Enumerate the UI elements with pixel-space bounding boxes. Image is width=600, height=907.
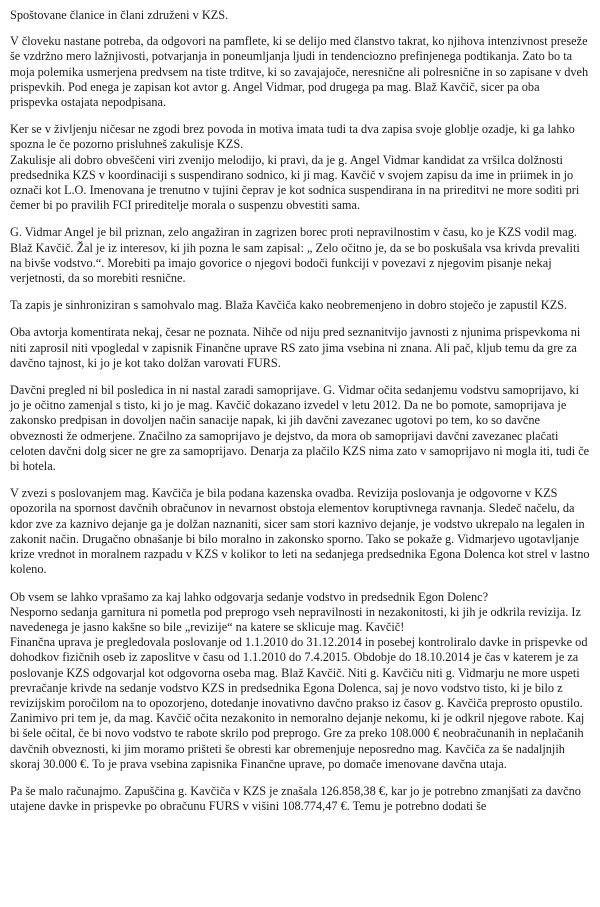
letter-greeting: Spoštovane članice in člani združeni v KZS. bbox=[10, 8, 229, 22]
paragraph-criminal-complaint: V zvezi s poslovanjem mag. Kavčiča je bila podana kazenska ovadba. Revizija poslovanja je odgovorne v KZS opozorila na spornost davčnih obračunov in nevarnost obstoja elementov koruptivnega ravnanja. Sledeč načelu, da kdor zve za kaznivo dejanje ga je dolžan naznaniti, sicer sam stori kaznivo dejanje, je vodstvo ukrepalo na legalen in zakonit način. Drugačno obnašanje bi bilo moralno in zakonsko sporno. Tako se pokaže g. Vidmarjevo ugotavljanje krize vrednot in moralnem razpadu v KZS v kolikor to leti na sedanjega predsednika Egona Dolenca kot strel v lastno koleno. bbox=[10, 486, 590, 577]
paragraph-rumours: Zakulisje ali dobro obveščeni viri zvenijo melodijo, ki pravi, da je g. Angel Vidmar kandidat za vršilca dolžnosti predsednika KZS v koordinaciji s suspendirano sodnico, ki ji mag. Kavčič v svojem zapisu da ime in priimek in jo označi kot L.O. Imenovana je trenutno v tujini čeprav je kot sodnica suspendirana in na prireditvi ne more soditi pri čemer bi po pravilih FCI prireditelje morala o suspenzu obvestiti sama. bbox=[10, 152, 580, 213]
paragraph-financial-audit: Finančna uprava je pregledovala poslovanje od 1.1.2010 do 31.12.2014 in posebej kontroliralo davke in prispevke od dohodkov fizičnih oseb iz zaposlitve v času od 1.1.2010 do 7.4.2015. Obdobje do 18.10.2014 je čas v katerem je za poslovanje KZS odgovarjal kot odgovorna oseba mag. Blaž Kavčič. Niti g. Kavčiču niti g. Vidmarju ne more uspeti prevračanje krivde na sedanje vodstvo KZS in predsednika Egona Dolenca, saj je novo vodstvo tisto, ki je bilo z revizijskim poročilom na to opozorjeno, dotedanje inovativno davčno prakso iz časov g. Kavčiča preprosto opustilo. Zanimivo pri tem je, da mag. Kavčič očita nezakonito in nemoralno dejanje nekomu, ki je odkril njegove rabote. Kaj bi šele očital, če bi novo vodstvo te rabote skrilo pod preprogo. Gre za preko 108.000 € neobračunanih in neplačanih davčnih obveznosti, ki jim moramo prišteti še obresti kar obremenjuje neposredno mag. Kavčiča za še nadaljnjih skoraj 30.000 €. To je prava vsebina zapisnika Finančne uprave, po domače imenovane davčna utaja. bbox=[10, 635, 588, 771]
paragraph-intro: V človeku nastane potreba, da odgovori na pamflete, ki se delijo med članstvo takrat, ko njihova intenzivnost preseže še vzdržno mero lažnjivosti, potvarjanja in poneumljanja ljudi in tendenciozno prefinjenega podtikanja. Zato bo ta moja polemika usmerjena predvsem na tiste trditve, ki so zavajajoče, neresnične ali polresnične in so zapisane v dveh prispevkih. Pod enega je zapisan kot avtor g. Angel Vidmar, pod drugega pa mag. Blaž Kavčič, sicer pa oba prispevka ostajata nepodpisana. bbox=[10, 34, 589, 110]
paragraph-tax-review: Davčni pregled ni bil posledica in ni nastal zaradi samoprijave. G. Vidmar očita sedanjemu vodstvu samoprijavo, ki jo je očitno zamenjal s tisto, ki jo je mag. Kavčič dokazano izvedel v letu 2012. Da ne bo pomote, samoprijava je zakonsko predpisan in dovoljen način sanacije napak, ki jih davčni zavezanec ugotovi po tem, ko so davčne obveznosti že odmerjene. Značilno za samoprijavo je dejstvo, da mora ob samoprijavi davčni zavezanec plačati celoten davčni dolg sicer ne gre za samoprijavo. Denarja za plačilo KZS nima zato v samoprijavo ni mogla iti, tudi če bi hotela. bbox=[10, 383, 590, 474]
paragraph-vidmar: G. Vidmar Angel je bil priznan, zelo angažiran in zagrizen borec proti nepravilnostim v času, ko je KZS vodil mag. Blaž Kavčič. Žal je iz interesov, ki jih pozna le sam zapisal: „ Zelo očitno je, da se bo poskušala vsa krivda prevaliti na bivše vodstvo.“. Morebiti pa imajo govorice o njegovi bodoči funkciji v povezavi z njegovim pisanje nekaj verjetnosti, da so morebiti resnične. bbox=[10, 225, 580, 286]
paragraph-sync: Ta zapis je sinhroniziran s samohvalo mag. Blaža Kavčiča kako neobremenjeno in dobro stoječo je zapustil KZS. bbox=[10, 298, 568, 313]
paragraph-background: Ker se v življenju ničesar ne zgodi brez povoda in motiva imata tudi ta dva zapisa svoje globlje ozadje, ki ga lahko spozna le če pozorno prisluhneš zakulisje KZS. bbox=[10, 122, 575, 152]
paragraph-authors: Oba avtorja komentirata nekaj, česar ne poznata. Nihče od niju pred seznanitvijo javnosti z njunima prispevkoma ni niti zaprosil niti vpogledal v zapisnik Finančne uprave RS zato jima vsebina ni znana. Ali pač, kljub temu da gre za davčno tajnost, ki jo je kot tako dolžan varovati FURS. bbox=[10, 325, 581, 370]
paragraph-revision: Nesporno sedanja garnitura ni pometla pod preprogo vseh nepravilnosti in nezakonitosti, ki jih je odkrila revizija. Iz navedenega je jasno kakšne so bile „revizije“ na katere se sklicuje mag. Kavčič! bbox=[10, 604, 581, 634]
paragraph-question: Ob vsem se lahko vprašamo za kaj lahko odgovarja sedanje vodstvo in predsednik Egon Dolenc? bbox=[10, 589, 489, 604]
paragraph-calculation: Pa še malo računajmo. Zapuščina g. Kavčiča v KZS je znašala 126.858,38 €, kar jo je potrebno zmanjšati za davčno utajene davke in prispevke po obračunu FURS v višini 108.774,47 €. Temu je potrebno dodati še bbox=[10, 783, 581, 814]
